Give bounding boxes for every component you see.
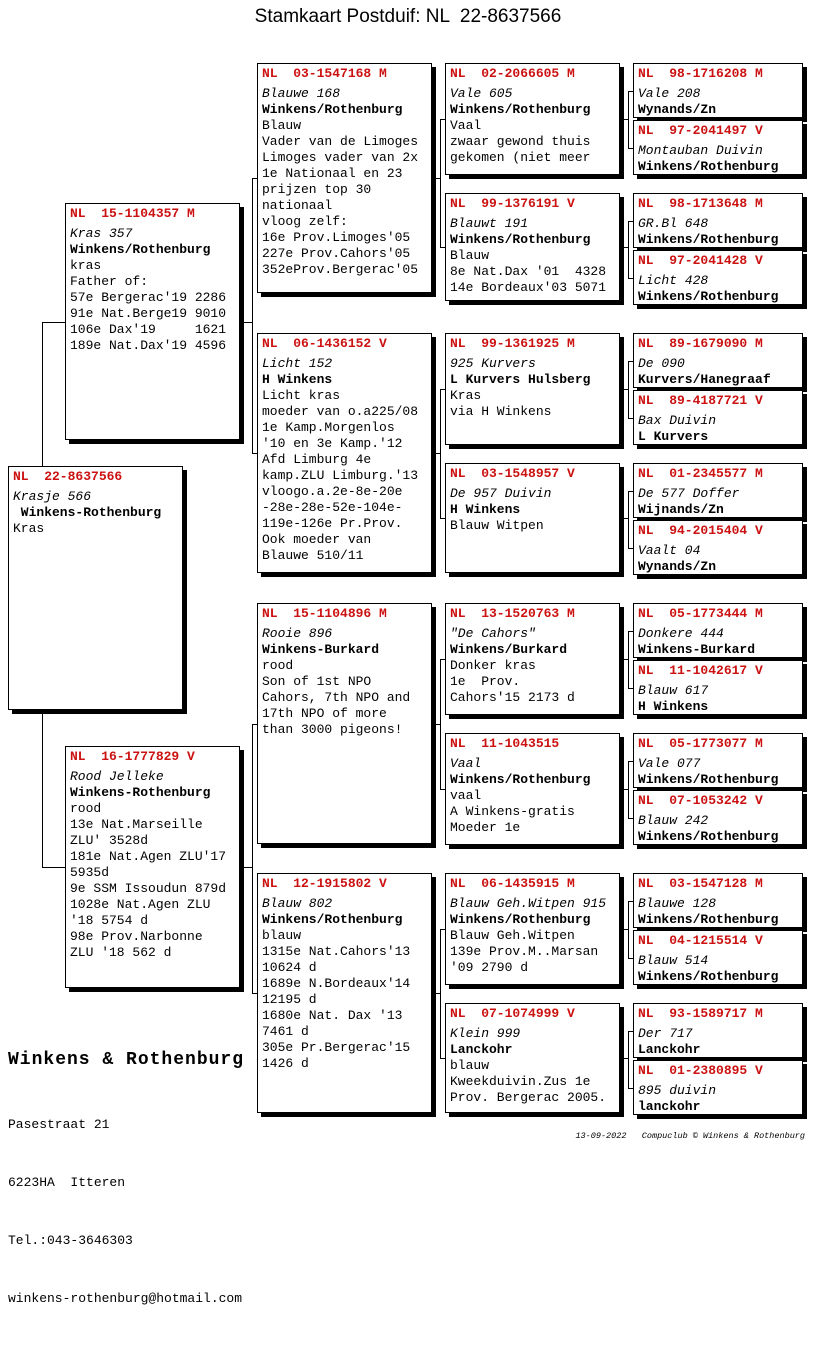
pigeon-name: Rood Jelleke — [70, 769, 164, 784]
info-line: 1028e Nat.Agen ZLU — [70, 897, 211, 912]
breeder-name: Winkens-Burkard — [638, 642, 756, 657]
pigeon-name: 895 duivin — [638, 1083, 717, 1098]
breeder-name: Winkens/Rothenburg — [638, 829, 779, 844]
breeder-name: Winkens/Rothenburg — [638, 969, 779, 984]
owner-block — [8, 1014, 244, 1346]
breeder-name: Winkens/Burkard — [450, 642, 568, 657]
info-line: prijzen top 30 — [262, 182, 372, 197]
connector-line — [42, 867, 65, 868]
info-line: via H Winkens — [450, 404, 552, 419]
connector-line — [440, 929, 441, 1058]
pedigree-box-ggg14 — [633, 930, 803, 985]
connector-line — [42, 710, 43, 867]
ring-number: NL 15-1104896 M — [262, 606, 387, 621]
info-line: Cahors'15 2173 d — [450, 690, 575, 705]
connector-line — [628, 361, 629, 418]
ring-number: NL 97-2041497 V — [638, 123, 763, 138]
info-line: '09 2790 d — [450, 960, 529, 975]
pedigree-box-gg3 — [445, 333, 620, 445]
ring-number: NL 16-1777829 V — [70, 749, 195, 764]
pigeon-name: Montauban Duivin — [638, 143, 763, 158]
info-line: kamp.ZLU Limburg.'13 — [262, 468, 419, 483]
ring-number: NL 01-2345577 M — [638, 466, 763, 481]
info-line: 1689e N.Bordeaux'14 — [262, 976, 411, 991]
pedigree-box-ggg13 — [633, 873, 803, 928]
connector-line — [620, 1058, 628, 1059]
pedigree-box-ggg8 — [633, 520, 803, 575]
owner-email: winkens-rothenburg@hotmail.com — [8, 1291, 243, 1306]
info-line: nationaal — [262, 198, 333, 213]
owner-name: Winkens & Rothenburg — [8, 1050, 245, 1070]
pigeon-name: GR.Bl 648 — [638, 216, 709, 231]
info-line: '18 5754 d — [70, 913, 149, 928]
info-line: 13e Nat.Marseille — [70, 817, 203, 832]
connector-line — [620, 929, 628, 930]
info-line: blauw — [262, 928, 302, 943]
info-line: 1e Nationaal en 23 — [262, 166, 403, 181]
info-line: rood — [262, 658, 294, 673]
ring-number: NL 97-2041428 V — [638, 253, 763, 268]
breeder-name: H Winkens — [262, 372, 333, 387]
connector-line — [628, 418, 633, 419]
connector-line — [240, 322, 252, 323]
info-line: Kras — [13, 521, 45, 536]
info-line: Afd Limburg 4e — [262, 452, 372, 467]
pedigree-box-ggg7 — [633, 463, 803, 518]
connector-line — [628, 548, 633, 549]
info-line: Kras — [450, 388, 482, 403]
pedigree-box-ggg15 — [633, 1003, 803, 1058]
info-line: ZLU '18 562 d — [70, 945, 172, 960]
connector-line — [628, 91, 629, 148]
info-line: Blauw — [262, 118, 302, 133]
info-line: 1680e Nat. Dax '13 — [262, 1008, 403, 1023]
pigeon-name: Blauw 242 — [638, 813, 709, 828]
connector-line — [620, 389, 628, 390]
pedigree-box-subject — [8, 466, 183, 710]
print-footer: 13-09-2022 Compuclub © Winkens & Rothenburg — [575, 1131, 805, 1141]
pedigree-box-g2 — [257, 333, 432, 573]
pigeon-name: Donkere 444 — [638, 626, 724, 641]
pedigree-box-ggg12 — [633, 790, 803, 845]
breeder-name: Winkens-Rothenburg — [70, 785, 211, 800]
connector-line — [440, 789, 445, 790]
breeder-name: Winkens/Rothenburg — [638, 159, 779, 174]
pedigree-box-ggg4 — [633, 250, 803, 305]
pigeon-name: De 090 — [638, 356, 685, 371]
info-line: 5935d — [70, 865, 110, 880]
ring-number: NL 12-1915802 V — [262, 876, 387, 891]
pedigree-box-g4 — [257, 873, 432, 1113]
connector-line — [440, 247, 445, 248]
breeder-name: Wijnands/Zn — [638, 502, 724, 517]
info-line: 7461 d — [262, 1024, 309, 1039]
connector-line — [628, 1031, 629, 1088]
info-line: 352eProv.Bergerac'05 — [262, 262, 419, 277]
pigeon-name: Blauwe 168 — [262, 86, 341, 101]
owner-address-line1: Pasestraat 21 — [8, 1117, 110, 1132]
pedigree-box-ggg10 — [633, 660, 803, 715]
info-line: 119e-126e Pr.Prov. — [262, 516, 403, 531]
pedigree-box-gg7 — [445, 873, 620, 985]
info-line: 181e Nat.Agen ZLU'17 — [70, 849, 227, 864]
connector-line — [628, 278, 633, 279]
connector-line — [620, 518, 628, 519]
info-line: '10 en 3e Kamp.'12 — [262, 436, 403, 451]
info-line: than 3000 pigeons! — [262, 722, 403, 737]
info-line: 14e Bordeaux'03 5071 — [450, 280, 607, 295]
ring-number: NL 15-1104357 M — [70, 206, 195, 221]
breeder-name: L Kurvers — [638, 429, 709, 444]
breeder-name: H Winkens — [450, 502, 521, 517]
info-line: Son of 1st NPO — [262, 674, 372, 689]
breeder-name: Winkens-Rothenburg — [13, 505, 162, 520]
info-line: 9e SSM Issoudun 879d — [70, 881, 227, 896]
pedigree-box-g1 — [257, 63, 432, 293]
info-line: 189e Nat.Dax'19 4596 — [70, 338, 227, 353]
pigeon-name: Rooie 896 — [262, 626, 333, 641]
connector-line — [628, 958, 633, 959]
connector-line — [252, 178, 253, 453]
info-line: vaal — [450, 788, 482, 803]
connector-line — [252, 724, 253, 994]
breeder-name: Winkens/Rothenburg — [70, 242, 211, 257]
connector-line — [628, 491, 629, 548]
breeder-name: Winkens/Rothenburg — [638, 232, 779, 247]
connector-line — [432, 178, 440, 179]
breeder-name: Wynands/Zn — [638, 559, 717, 574]
pigeon-name: Blauw 802 — [262, 896, 333, 911]
pedigree-box-gg4 — [445, 463, 620, 573]
pigeon-name: Blauw Geh.Witpen 915 — [450, 896, 607, 911]
info-line: 1315e Nat.Cahors'13 — [262, 944, 411, 959]
pigeon-name: Klein 999 — [450, 1026, 521, 1041]
ring-number: NL 99-1361925 M — [450, 336, 575, 351]
info-line: Licht kras — [262, 388, 341, 403]
pedigree-box-ggg2 — [633, 120, 803, 175]
pigeon-name: Krasje 566 — [13, 489, 92, 504]
connector-line — [628, 688, 633, 689]
info-line: moeder van o.a225/08 — [262, 404, 419, 419]
ring-number: NL 05-1773077 M — [638, 736, 763, 751]
pedigree-box-gg2 — [445, 193, 620, 301]
ring-number: NL 13-1520763 M — [450, 606, 575, 621]
info-line: Cahors, 7th NPO and — [262, 690, 411, 705]
connector-line — [628, 148, 633, 149]
breeder-name: Winkens/Rothenburg — [450, 102, 591, 117]
ring-number: NL 04-1215514 V — [638, 933, 763, 948]
info-line: Ook moeder van — [262, 532, 372, 547]
info-line: Moeder 1e — [450, 820, 521, 835]
info-line: Kweekduivin.Zus 1e — [450, 1074, 591, 1089]
breeder-name: H Winkens — [638, 699, 709, 714]
pedigree-box-gg8 — [445, 1003, 620, 1113]
ring-number: NL 03-1547128 M — [638, 876, 763, 891]
ring-number: NL 07-1053242 V — [638, 793, 763, 808]
info-line: 8e Nat.Dax '01 4328 — [450, 264, 607, 279]
connector-line — [432, 993, 440, 994]
breeder-name: lanckohr — [638, 1099, 701, 1114]
breeder-name: Winkens/Rothenburg — [638, 772, 779, 787]
ring-number: NL 93-1589717 M — [638, 1006, 763, 1021]
connector-line — [440, 119, 441, 247]
breeder-name: Lanckohr — [450, 1042, 513, 1057]
pedigree-box-ggg5 — [633, 333, 803, 388]
info-line: Vaal — [450, 118, 482, 133]
info-line: Blauw — [450, 248, 490, 263]
connector-line — [628, 818, 633, 819]
info-line: Prov. Bergerac 2005. — [450, 1090, 607, 1105]
connector-line — [628, 221, 629, 278]
connector-line — [440, 518, 445, 519]
info-line: -28e-28e-52e-104e- — [262, 500, 403, 515]
info-line: Blauwe 510/11 — [262, 548, 364, 563]
pigeon-name: Vaal — [450, 756, 482, 771]
pigeon-name: De 957 Duivin — [450, 486, 552, 501]
breeder-name: Winkens/Rothenburg — [450, 912, 591, 927]
info-line: 12195 d — [262, 992, 317, 1007]
breeder-name: Kurvers/Hanegraaf — [638, 372, 771, 387]
ring-number: NL 99-1376191 V — [450, 196, 575, 211]
pigeon-name: Bax Duivin — [638, 413, 717, 428]
pigeon-name: Blauw 514 — [638, 953, 709, 968]
info-line: Limoges vader van 2x — [262, 150, 419, 165]
ring-number: NL 03-1548957 V — [450, 466, 575, 481]
connector-line — [440, 389, 441, 518]
connector-line — [42, 322, 43, 467]
info-line: vloog zelf: — [262, 214, 348, 229]
info-line: 16e Prov.Limoges'05 — [262, 230, 411, 245]
ring-number: NL 06-1436152 V — [262, 336, 387, 351]
info-line: 305e Pr.Bergerac'15 — [262, 1040, 411, 1055]
breeder-name: Winkens/Rothenburg — [450, 772, 591, 787]
pigeon-name: Vale 077 — [638, 756, 701, 771]
connector-line — [252, 453, 257, 454]
connector-line — [432, 453, 440, 454]
ring-number: NL 07-1074999 V — [450, 1006, 575, 1021]
pedigree-box-gg5 — [445, 603, 620, 715]
pigeon-name: Blauwt 191 — [450, 216, 529, 231]
pigeon-name: Blauwe 128 — [638, 896, 717, 911]
pigeon-name: Licht 428 — [638, 273, 709, 288]
info-line: ZLU' 3528d — [70, 833, 149, 848]
info-line: blauw — [450, 1058, 490, 1073]
pedigree-box-father — [65, 203, 240, 440]
info-line: A Winkens-gratis — [450, 804, 575, 819]
info-line: Vader van de Limoges — [262, 134, 419, 149]
info-line: 57e Bergerac'19 2286 — [70, 290, 227, 305]
pedigree-box-ggg11 — [633, 733, 803, 788]
pedigree-box-mother — [65, 746, 240, 988]
ring-number: NL 98-1713648 M — [638, 196, 763, 211]
info-line: Blauw Witpen — [450, 518, 544, 533]
info-line: 1e Kamp.Morgenlos — [262, 420, 395, 435]
info-line: 98e Prov.Narbonne — [70, 929, 203, 944]
pedigree-box-ggg1 — [633, 63, 803, 118]
ring-number: NL 06-1435915 M — [450, 876, 575, 891]
breeder-name: Winkens/Rothenburg — [262, 912, 403, 927]
ring-number: NL 02-2066605 M — [450, 66, 575, 81]
connector-line — [620, 789, 628, 790]
pedigree-box-ggg16 — [633, 1060, 803, 1115]
pigeon-name: Kras 357 — [70, 226, 133, 241]
info-line: zwaar gewond thuis — [450, 134, 591, 149]
info-line: 91e Nat.Berge19 9010 — [70, 306, 227, 321]
pedigree-box-ggg3 — [633, 193, 803, 248]
info-line: rood — [70, 801, 102, 816]
breeder-name: Winkens/Rothenburg — [262, 102, 403, 117]
owner-address-line2: 6223HA Itteren — [8, 1175, 126, 1190]
info-line: gekomen (niet meer — [450, 150, 591, 165]
ring-number: NL 11-1043515 — [450, 736, 560, 751]
connector-line — [440, 659, 441, 789]
pigeon-name: Der 717 — [638, 1026, 693, 1041]
ring-number: NL 05-1773444 M — [638, 606, 763, 621]
connector-line — [628, 761, 629, 818]
info-line: 227e Prov.Cahors'05 — [262, 246, 411, 261]
ring-number: NL 03-1547168 M — [262, 66, 387, 81]
ring-number: NL 11-1042617 V — [638, 663, 763, 678]
breeder-name: Wynands/Zn — [638, 102, 717, 117]
info-line: 106e Dax'19 1621 — [70, 322, 227, 337]
info-line: 17th NPO of more — [262, 706, 387, 721]
pedigree-box-gg6 — [445, 733, 620, 845]
connector-line — [620, 119, 628, 120]
breeder-name: Lanckohr — [638, 1042, 701, 1057]
breeder-name: Winkens/Rothenburg — [638, 912, 779, 927]
info-line: vloogo.a.2e-8e-20e — [262, 484, 403, 499]
ring-number: NL 94-2015404 V — [638, 523, 763, 538]
connector-line — [628, 631, 629, 688]
ring-number: NL 98-1716208 M — [638, 66, 763, 81]
connector-line — [240, 867, 252, 868]
connector-line — [628, 901, 629, 958]
pigeon-name: Blauw 617 — [638, 683, 709, 698]
pigeon-name: 925 Kurvers — [450, 356, 536, 371]
connector-line — [432, 724, 440, 725]
page-title: Stamkaart Postduif: NL 22-8637566 — [254, 6, 562, 27]
ring-number: NL 89-4187721 V — [638, 393, 763, 408]
info-line: Father of: — [70, 274, 149, 289]
info-line: 1e Prov. — [450, 674, 521, 689]
breeder-name: Winkens/Rothenburg — [450, 232, 591, 247]
connector-line — [620, 247, 628, 248]
ring-number: NL 22-8637566 — [13, 469, 123, 484]
pedigree-box-ggg6 — [633, 390, 803, 445]
ring-number: NL 89-1679090 M — [638, 336, 763, 351]
breeder-name: Winkens/Rothenburg — [638, 289, 779, 304]
pedigree-box-gg1 — [445, 63, 620, 175]
ring-number: NL 01-2380895 V — [638, 1063, 763, 1078]
breeder-name: L Kurvers Hulsberg — [450, 372, 591, 387]
info-line: 10624 d — [262, 960, 317, 975]
pigeon-name: Licht 152 — [262, 356, 333, 371]
pigeon-name: "De Cahors" — [450, 626, 536, 641]
info-line: 1426 d — [262, 1056, 309, 1071]
pedigree-box-g3 — [257, 603, 432, 844]
info-line: 139e Prov.M..Marsan — [450, 944, 599, 959]
pigeon-name: Vaalt 04 — [638, 543, 701, 558]
breeder-name: Winkens-Burkard — [262, 642, 380, 657]
connector-line — [628, 1088, 633, 1089]
owner-phone: Tel.:043-3646303 — [8, 1233, 133, 1248]
pigeon-name: Vale 208 — [638, 86, 701, 101]
connector-line — [252, 993, 257, 994]
pigeon-name: Vale 605 — [450, 86, 513, 101]
pedigree-box-ggg9 — [633, 603, 803, 658]
info-line: Blauw Geh.Witpen — [450, 928, 575, 943]
info-line: kras — [70, 258, 102, 273]
connector-line — [440, 1058, 445, 1059]
connector-line — [620, 659, 628, 660]
info-line: Donker kras — [450, 658, 536, 673]
connector-line — [42, 322, 65, 323]
pigeon-name: De 577 Doffer — [638, 486, 740, 501]
